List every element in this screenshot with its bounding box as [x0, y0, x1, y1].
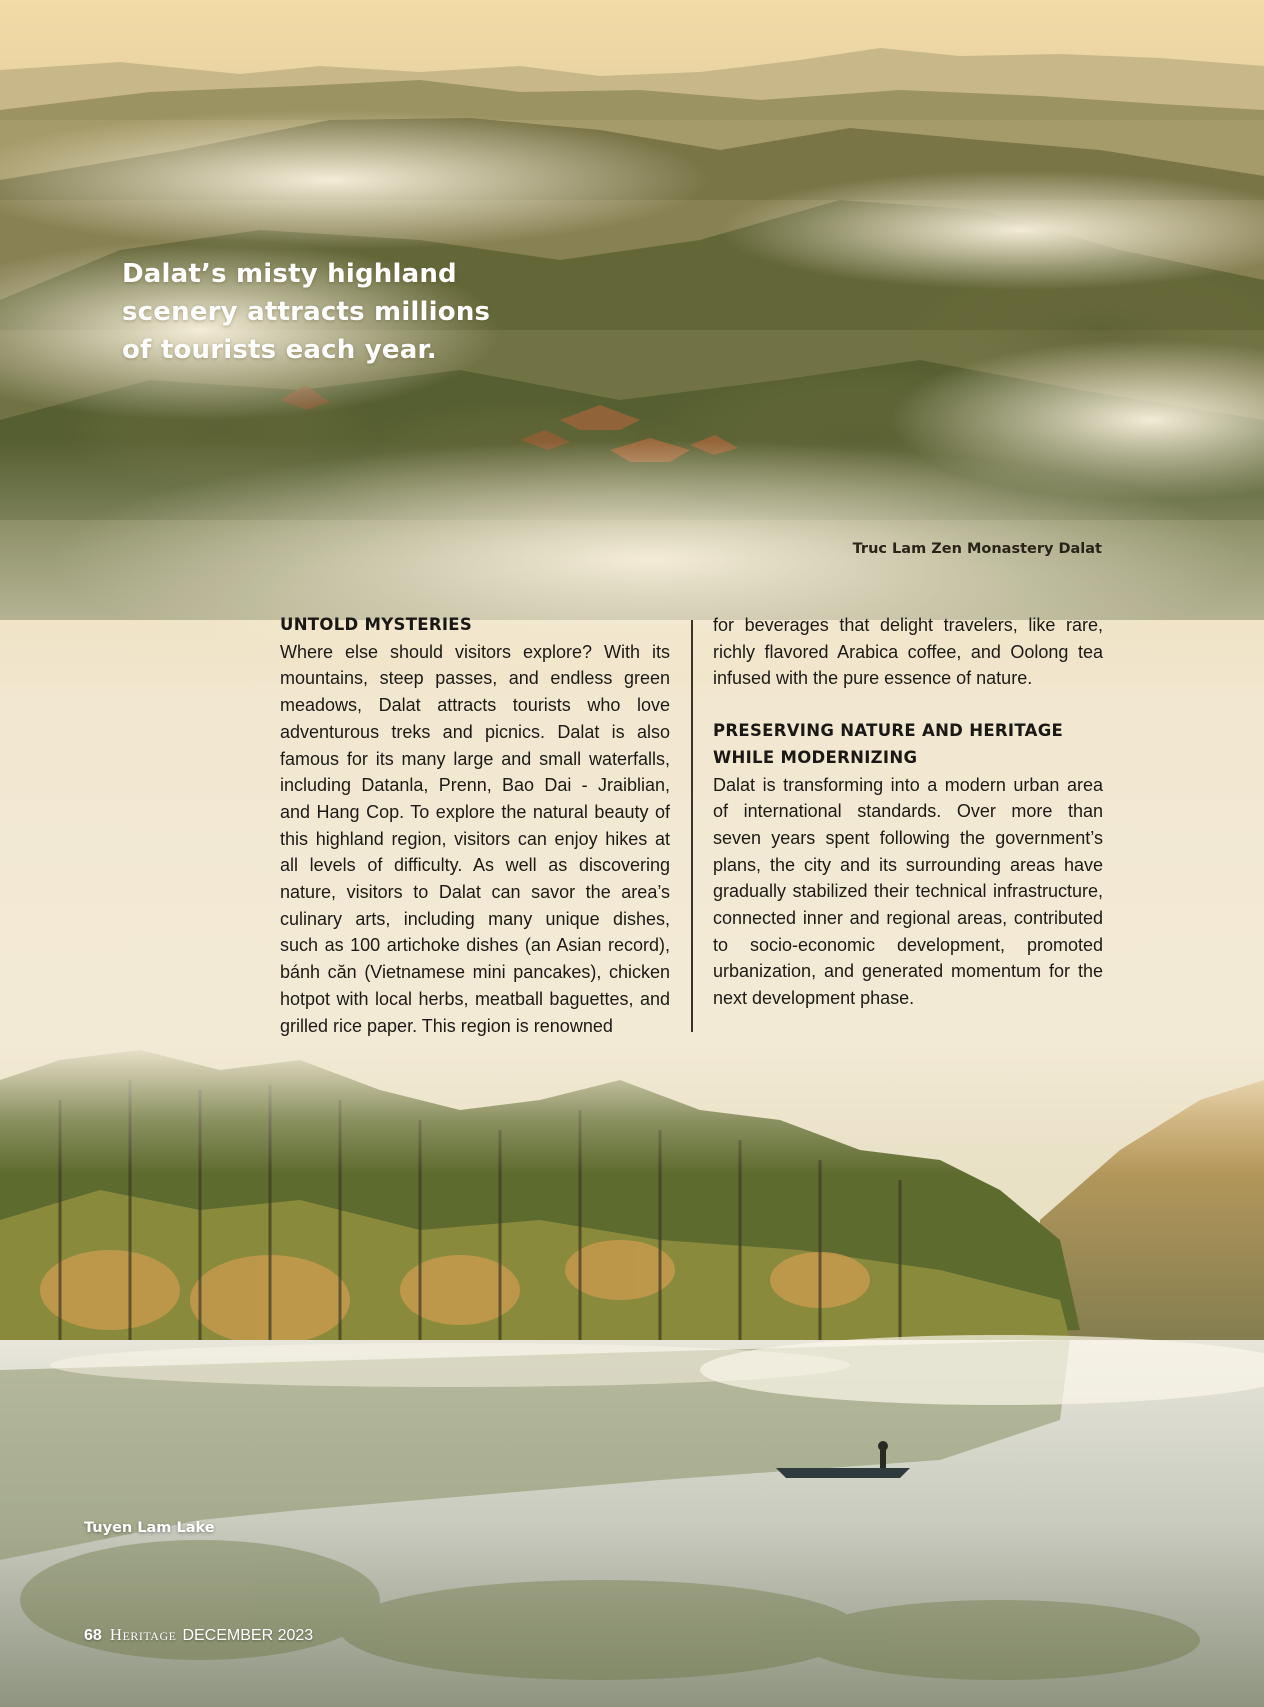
pull-quote: Dalat’s misty highland scenery attracts millions of tourists each year.	[122, 259, 491, 365]
article-column-right	[713, 612, 1103, 1012]
section-body-preserving-nature: Dalat is transforming into a modern urban area of international standards. Over more than seven years spent following the government’s plans, the city and its surrounding areas have gradually stabilized their technical infrastructure, connected inner and regional areas, contributed to socio-economic development, promoted urbanization, and generated momentum for the next development phase.	[713, 774, 1103, 1009]
photo-caption-monastery: Truc Lam Zen Monastery Dalat	[852, 541, 1102, 557]
column-divider	[691, 620, 693, 1032]
tuyen-lam-lake-photo	[0, 1040, 1264, 1707]
page-footer	[84, 1625, 313, 1645]
section-body-untold-mysteries: Where else should visitors explore? With its mountains, steep passes, and endless green meadows, Dalat attracts tourists who love adventurous treks and picnics. Dalat is also famous for its many large and small waterfalls, including Datanla, Prenn, Bao Dai - Jraiblian, and Hang Cop. To explore the natural beauty of this highland region, visitors can enjoy hikes at all levels of difficulty. As well as discovering nature, visitors to Dalat can savor the area’s culinary arts, including many unique dishes, such as 100 artichoke dishes (an Asian record), bánh căn (Vietnamese mini pancakes), chicken hotpot with local herbs, meatball baguettes, and grilled rice paper. This region is renowned	[280, 641, 670, 1036]
article-column-left	[280, 612, 670, 1039]
page-number: 68	[84, 1627, 102, 1644]
section-heading-preserving-nature: PRESERVING NATURE AND HERITAGE WHILE MODERNIZING	[713, 721, 1064, 767]
section-body-continued: for beverages that delight travelers, like rare, richly flavored Arabica coffee, and Oolong tea infused with the pure essence of nature.	[713, 615, 1103, 689]
section-heading-untold-mysteries: UNTOLD MYSTERIES	[280, 615, 473, 634]
magazine-name: Heritage	[109, 1625, 177, 1644]
photo-caption-lake: Tuyen Lam Lake	[84, 1520, 215, 1536]
issue-date: DECEMBER 2023	[182, 1627, 314, 1644]
